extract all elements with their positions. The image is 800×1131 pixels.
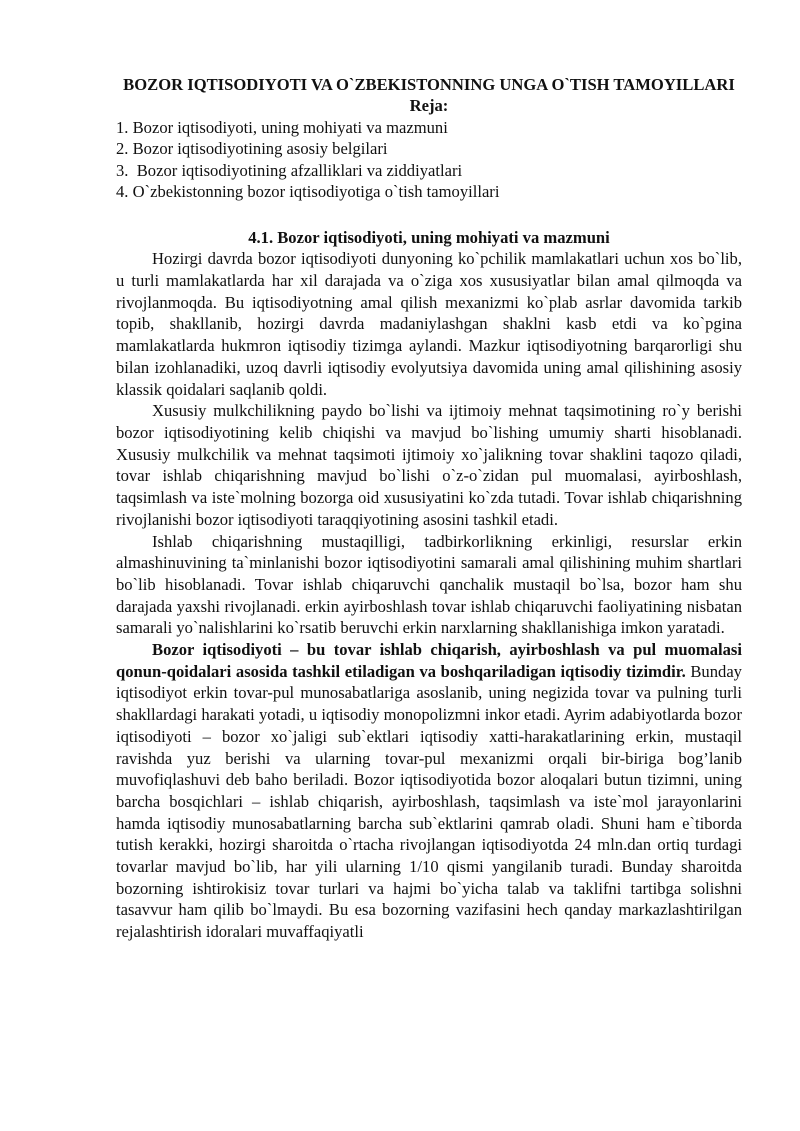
plan-item-1: 1. Bozor iqtisodiyoti, uning mohiyati va mazmuni [116, 117, 448, 137]
paragraph-definition [116, 639, 742, 943]
plan-list [116, 117, 742, 203]
paragraph-1: Hozirgi davrda bozor iqtisodiyoti dunyoning ko`pchilik mamlakatlari uchun xos bo`lib, u turli mamlakatlarda har xil darajada va o`ziga xos xususiyatlar bilan amal qilmoqda va rivojlanmoqda. Bu iqtisodiyotning amal qilish mexanizmi ko`plab asrlar davomida tarkib topib, shakllanib, hozirgi davrda madaniylashgan shaklni kasb etdi va ko`pgina mamlakatlarda hukmron iqtisodiy tizimga aylandi. Mazkur iqtisodiyotning barqarorligi shu bilan izohlanadiki, uzoq davrli iqtisodiy evolyutsiya davomida uning amal qilishining asosiy klassik qoidalari saqlanib qoldi. [116, 249, 742, 399]
plan-item-4: 4. O`zbekistonning bozor iqtisodiyotiga o`tish tamoyillari [116, 182, 500, 202]
plan-heading: Reja: [409, 96, 449, 115]
paragraph-3: Ishlab chiqarishning mustaqilligi, tadbirkorlikning erkinligi, resurslar erkin almashinuvining ta`minlanishi bozor iqtisodiyotini samarali amal qilishining muhim shartlari bo`lib hisoblanadi. Tovar ishlab chiqaruvchi qanchalik mustaqil bo`lsa, bozor ham shu darajada yaxshi rivojlanadi. erkin ayirboshlash tovar ishlab chiqaruvchi faoliyatining nisbatan samarali yo`nalishlarini ko`rsatib beruvchi erkin narxlarning shakllanishiga imkon yaratadi. [116, 531, 742, 638]
plan-item-2: 2. Bozor iqtisodiyotining asosiy belgilari [116, 139, 388, 159]
definition-text: Bunday iqtisodiyot erkin tovar-pul munosabatlariga asoslanib, uning negizida tovar va pulning turli shakllardagi harakati yotadi, u iqtisodiy monopolizmni inkor etadi. Ayrim adabiyotlarda bozor iqtisodiyoti – bozor xo`jaligi sub`ektlari iqtisodiy xatti-harakatlarining erkin, mustaqil ravishda yuz berishi va ularning tovar-pul mexanizmi orqali bir-biriga bog’lanib muvofiqlashuvi deb baho beriladi. Bozor iqtisodiyotida bozor aloqalari butun tizimni, uning barcha bosqichlari – ishlab chiqarish, ayirboshlash, taqsimlash va iste`mol jarayonlarini hamda iqtisodiy munosabatlarning barcha sub`ektlarini qamrab oladi. Shuni ham e`tiborda tutish kerakki, hozirgi sharoitda o`rtacha rivojlangan iqtisodiyotda 24 mln.dan ortiq turdagi tovarlar mavjud bo`lib, har yili ularning 1/10 qismi yangilanib turadi. Bunday sharoitda bozorning ishtirokisiz tovar turlari va hajmi bo`yicha talab va taklifni tartibga solishni tasavvur ham qilib bo`lmaydi. Bu esa bozorning vazifasini hech qanday markazlashtirilgan rejalashtirish idoralari muvaffaqiyatli [116, 661, 742, 942]
document-title: BOZOR IQTISODIYOTI VA O`ZBEKISTONNING UNGA O`TISH TAMOYILLARI [123, 75, 735, 94]
document-page [116, 74, 742, 943]
section-heading: 4.1. Bozor iqtisodiyoti, uning mohiyati va mazmuni [248, 227, 610, 247]
plan-item-3: 3. Bozor iqtisodiyotining afzalliklari va ziddiyatlari [116, 160, 463, 180]
definition-bold: Bozor iqtisodiyoti – bu tovar ishlab chiqarish, ayirboshlash va pul muomalasi qonun-qoidalari asosida tashkil etiladigan va boshqariladigan iqtisodiy tizimdir. [116, 640, 742, 681]
paragraph-2: Xususiy mulkchilikning paydo bo`lishi va ijtimoiy mehnat taqsimotining ro`y berishi bozor iqtisodiyotining kelib chiqishi va mavjud bo`lishing umumiy sharti hisoblanadi. Xususiy mulkchilik va mehnat taqsimoti ijtimoiy xo`jalikning tovar shaklini taqozo qiladi, tovar ishlab chiqarishning mavjud bo`lishi o`z-o`zidan pul muomalasi, ayirboshlash, taqsimlash va iste`molning bozorga oid xususiyatini ko`zda tutadi. Tovar ishlab chiqarishning rivojlanishi bozor iqtisodiyoti taraqqiyotining asosini tashkil etadi. [116, 401, 742, 529]
